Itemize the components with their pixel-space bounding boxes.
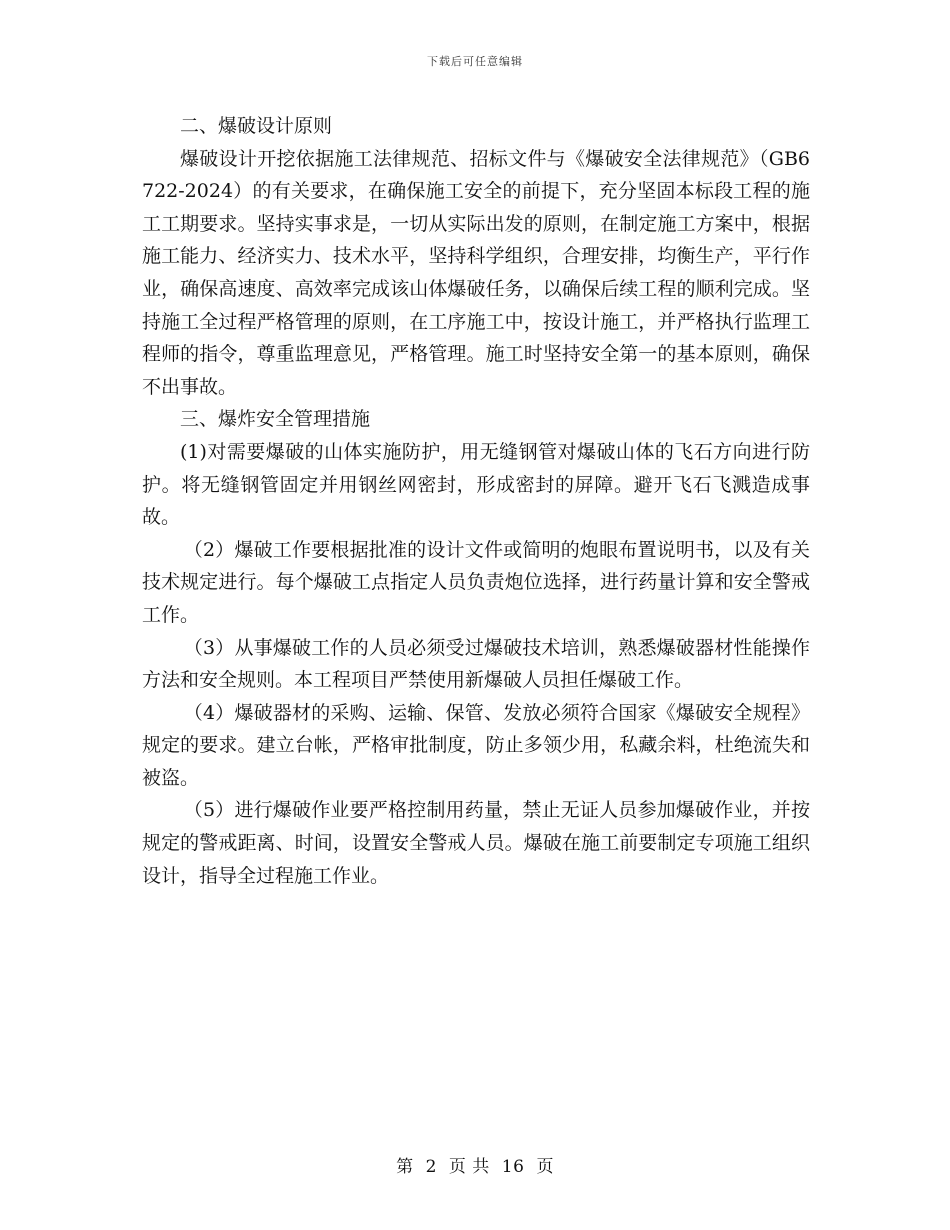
paragraph-design-principles: 爆破设计开挖依据施工法律规范、招标文件与《爆破安全法律规范》（GB6722-2024）的有关要求，在确保施工安全的前提下，充分坚固本标段工程的施工工期要求。坚持实事求是，一切从实际出发的原则，在制定施工方案中，根据施工能力、经济实力、技术水平，坚持科学组织，合理安排，均衡生产，平行作业，确保高速度、高效率完成该山体爆破任务，以确保后续工程的顺利完成。坚持施工全过程严格管理的原则，在工序施工中，按设计施工，并严格执行监理工程师的指令，尊重监理意见，严格管理。施工时坚持安全第一的基本原则，确保不出事故。 [142,147,810,398]
list-item-measure-1: (1)对需要爆破的山体实施防护，用无缝钢管对爆破山体的飞石方向进行防护。将无缝钢管固定并用钢丝网密封，形成密封的屏障。避开飞石飞溅造成事故。 [142,440,810,529]
list-item-measure-2: （2）爆破工作要根据批准的设计文件或简明的炮眼布置说明书，以及有关技术规定进行。每个爆破工点指定人员负责炮位选择，进行药量计算和安全警戒工作。 [142,538,810,626]
footer-suffix: 页 [536,1157,554,1177]
section-heading-safety-measures: 三、爆炸安全管理措施 [180,408,371,431]
header-note: 下载后可任意编辑 [427,55,523,68]
footer-page-number: 2 [425,1157,437,1177]
footer-total-pages: 16 [501,1157,525,1177]
page-footer [0,1152,950,1177]
section-heading-design-principles: 二、爆破设计原则 [180,115,333,137]
list-item-measure-3: （3）从事爆破工作的人员必须受过爆破技术培训，熟悉爆破器材性能操作方法和安全规则。本工程项目严禁使用新爆破人员担任爆破工作。 [142,636,810,692]
list-item-measure-4: （4）爆破器材的采购、运输、保管、发放必须符合国家《爆破安全规程》规定的要求。建立台帐，严格审批制度，防止多领少用，私藏余料，杜绝流失和被盗。 [142,701,810,789]
list-item-measure-5: （5）进行爆破作业要严格控制用药量，禁止无证人员参加爆破作业，并按规定的警戒距离、时间，设置安全警戒人员。爆破在施工前要制定专项施工组织设计，指导全过程施工作业。 [142,799,810,887]
footer-prefix: 第 [396,1157,414,1177]
page-content [142,110,810,892]
footer-middle: 页 共 [448,1157,490,1177]
